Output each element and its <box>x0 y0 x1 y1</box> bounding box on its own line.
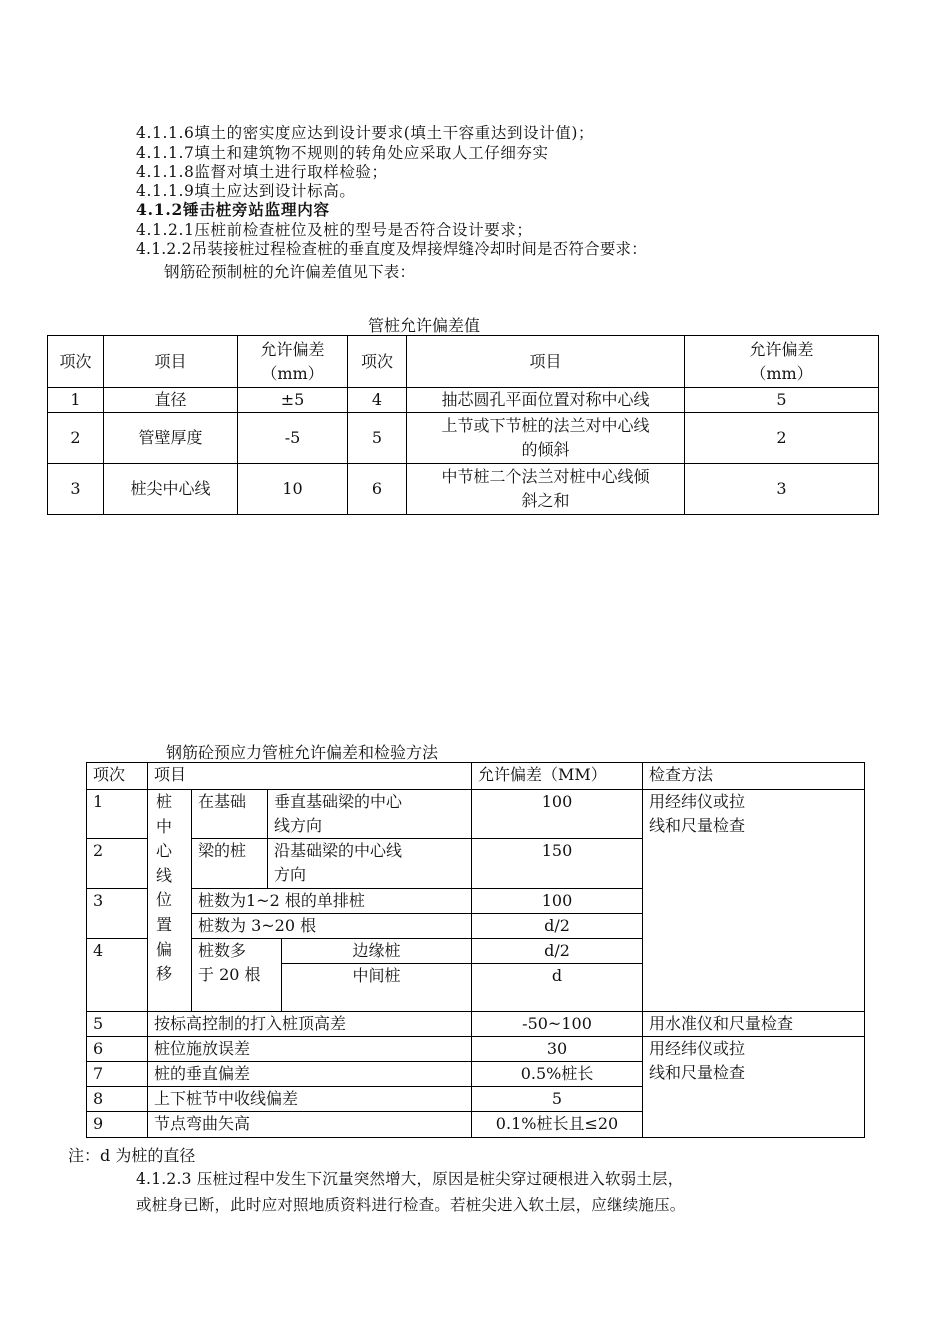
table-cell: 10 <box>238 464 348 515</box>
table-cell: 2 <box>685 413 879 464</box>
table-cell: 桩尖中心线 <box>104 464 238 515</box>
paragraph-4-1-2-3: 4.1.2.3 压桩过程中发生下沉量突然增大，原因是桩尖穿过硬根进入软弱土层， <box>136 1170 684 1188</box>
table-cell: 节点弯曲矢高 <box>148 1112 472 1138</box>
table1-caption: 管桩允许偏差值 <box>368 316 481 335</box>
table-cell: 1 <box>48 388 104 413</box>
table-cell: 按标高控制的打入桩顶高差 <box>148 1012 472 1037</box>
table-cell: 6 <box>348 464 407 515</box>
table-cell: d/2 <box>472 939 643 964</box>
table-row <box>48 464 879 515</box>
table-cell: 0.5%桩长 <box>472 1062 643 1087</box>
header-cell: 允许偏差 （mm） <box>685 336 879 388</box>
table-cell: 5 <box>685 388 879 413</box>
header-cell: 项目 <box>148 763 472 790</box>
header-cell: 项次 <box>48 336 104 388</box>
table-header-row <box>48 336 879 388</box>
header-cell: 项次 <box>348 336 407 388</box>
header-cell: 检查方法 <box>643 763 865 790</box>
table-cell: 中间桩 <box>282 964 472 1012</box>
table-row <box>87 1012 865 1037</box>
prestressed-pile-tolerance-table <box>86 762 865 1138</box>
header-cell: 允许偏差 （mm） <box>238 336 348 388</box>
table-row <box>87 790 865 839</box>
table-cell: 沿基础梁的中心线 方向 <box>268 839 472 889</box>
table-cell: d <box>472 964 643 1012</box>
group-label-cell: 桩中心线位置偏移 <box>148 790 192 1012</box>
table-cell: 上节或下节桩的法兰对中心线 的倾斜 <box>407 413 685 464</box>
table-cell: 5 <box>348 413 407 464</box>
table2-caption: 钢筋砼预应力管桩允许偏差和检验方法 <box>166 743 439 762</box>
table-cell: -50~100 <box>472 1012 643 1037</box>
table-cell: 在基础 <box>192 790 268 839</box>
table-cell: 梁的桩 <box>192 839 268 889</box>
section-heading-4-1-2: 4.1.2锤击桩旁站监理内容 <box>136 200 330 219</box>
pipe-pile-tolerance-table <box>47 335 879 515</box>
table-cell: 1 <box>87 790 148 839</box>
table-note: 注：d 为桩的直径 <box>68 1146 196 1165</box>
table-cell: 100 <box>472 889 643 914</box>
table-cell: 桩位施放误差 <box>148 1037 472 1062</box>
table-cell: 3 <box>48 464 104 515</box>
paragraph-4-1-1-6: 4.1.1.6填土的密实度应达到设计要求(填土干容重达到设计值)； <box>136 124 595 142</box>
table-cell: 直径 <box>104 388 238 413</box>
table-cell: 4 <box>87 939 148 1012</box>
paragraph-table-intro: 钢筋砼预制桩的允许偏差值见下表： <box>164 263 416 281</box>
table-cell: 3 <box>685 464 879 515</box>
table-cell: 上下桩节中收线偏差 <box>148 1087 472 1112</box>
paragraph-4-1-1-9: 4.1.1.9填土应达到设计标高。 <box>136 182 356 200</box>
table-cell: 中节桩二个法兰对桩中心线倾 斜之和 <box>407 464 685 515</box>
paragraph-4-1-1-8: 4.1.1.8监督对填土进行取样检验； <box>136 163 388 181</box>
table-cell: d/2 <box>472 914 643 939</box>
table-cell: -5 <box>238 413 348 464</box>
table-cell: 桩的垂直偏差 <box>148 1062 472 1087</box>
method-cell: 用经纬仪或拉 线和尺量检查 <box>643 1037 865 1138</box>
table-cell: 用水准仪和尺量检查 <box>643 1012 865 1037</box>
table-cell: 管壁厚度 <box>104 413 238 464</box>
table-cell: 0.1%桩长且≤20 <box>472 1112 643 1138</box>
table-cell: 桩数为 3~20 根 <box>192 914 472 939</box>
table-cell: 2 <box>48 413 104 464</box>
table-cell: 垂直基础梁的中心 线方向 <box>268 790 472 839</box>
paragraph-4-1-2-2: 4.1.2.2吊装接桩过程检查桩的垂直度及焊接焊缝冷却时间是否符合要求： <box>136 240 647 258</box>
table-cell: ±5 <box>238 388 348 413</box>
paragraph-4-1-2-3-cont: 或桩身已断，此时应对照地质资料进行检查。若桩尖进入软土层，应继续施压。 <box>136 1196 686 1214</box>
table-cell: 150 <box>472 839 643 889</box>
table-cell: 桩数为1~2 根的单排桩 <box>192 889 472 914</box>
table-cell: 3 <box>87 889 148 939</box>
table-cell: 100 <box>472 790 643 839</box>
table-row <box>87 1037 865 1062</box>
table-cell: 30 <box>472 1037 643 1062</box>
table-header-row <box>87 763 865 790</box>
table-cell: 8 <box>87 1087 148 1112</box>
table-cell: 6 <box>87 1037 148 1062</box>
table-cell: 9 <box>87 1112 148 1138</box>
table-cell: 5 <box>87 1012 148 1037</box>
table-cell: 4 <box>348 388 407 413</box>
header-cell: 允许偏差（MM） <box>472 763 643 790</box>
table-cell: 抽芯圆孔平面位置对称中心线 <box>407 388 685 413</box>
paragraph-4-1-2-1: 4.1.2.1压桩前检查桩位及桩的型号是否符合设计要求； <box>136 221 533 239</box>
table-cell: 2 <box>87 839 148 889</box>
table-cell: 5 <box>472 1087 643 1112</box>
header-cell: 项目 <box>407 336 685 388</box>
header-cell: 项目 <box>104 336 238 388</box>
table-cell: 桩数多 于 20 根 <box>192 939 282 1012</box>
table-cell: 边缘桩 <box>282 939 472 964</box>
table-row <box>48 388 879 413</box>
paragraph-4-1-1-7: 4.1.1.7填土和建筑物不规则的转角处应采取人工仔细夯实 <box>136 144 549 162</box>
table-cell: 7 <box>87 1062 148 1087</box>
header-cell: 项次 <box>87 763 148 790</box>
method-cell: 用经纬仪或拉 线和尺量检查 <box>643 790 865 1012</box>
table-row <box>48 413 879 464</box>
